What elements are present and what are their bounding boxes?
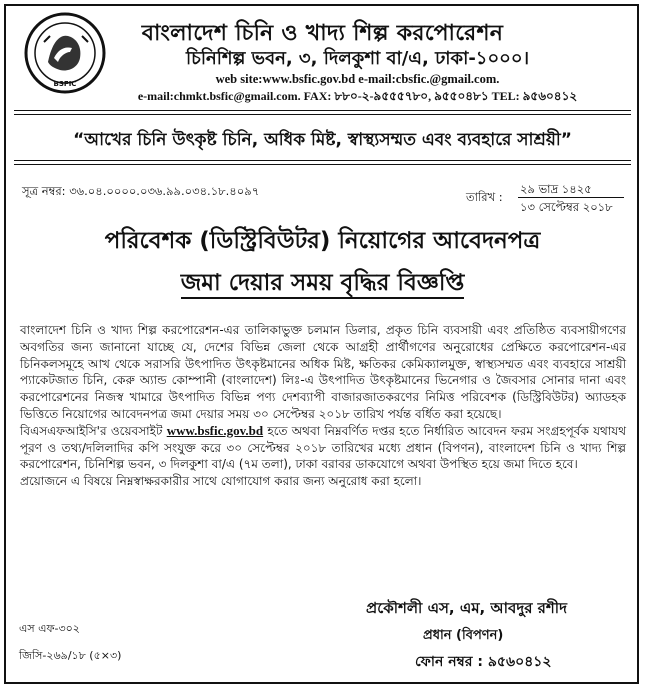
website-email-line: web site:www.bsfic.gov.bd e-mail:cbsfic.@gmail.com. xyxy=(215,72,500,86)
gd-code: জিসি-২৬৯/১৮ (৫×৩) xyxy=(19,649,122,662)
body-paragraph-2-pre: বিএসএফআইসি'র ওয়েবসাইট xyxy=(20,423,167,438)
date-label: তারিখ : xyxy=(466,190,503,204)
website-link[interactable]: www.bsfic.gov.bd xyxy=(166,422,264,438)
organization-title: বাংলাদেশ চিনি ও খাদ্য শিল্প করপোরেশন xyxy=(141,21,504,46)
form-code: এস এফ-৩০২ xyxy=(19,622,80,635)
notice-heading-line1: পরিবেশক (ডিস্ট্রিবিউটর) নিয়োগের আবেদনপত্র xyxy=(104,228,541,254)
body-paragraph-3: প্রয়োজনে এ বিষয়ে নিম্নস্বাক্ষরকারীর সাথে যোগাযোগ করার জন্য অনুরোধ করা হলো। xyxy=(20,474,422,489)
divider-top-1 xyxy=(14,110,631,111)
body-paragraph-1: বাংলাদেশ চিনি ও খাদ্য শিল্প করপোরেশন-এর তালিকাভুক্ত চলমান ডিলার, প্রকৃত চিনি ব্যবসায়ী এবং প্রতিষ্ঠিত ব্যবসায়ীগণের অবগতির জন্য জানানো যাচ্ছে যে, দেশের বিভিন্ন জেলা থেকে আগ্রহী প্রার্থীগণের অনুরোধের প্রেক্ষিতে করপোরেশন-এর চিনিকলসমূহে আখ থেকে সরাসরি উৎপাদিত উৎকৃষ্টমানের অধিক মিষ্ট, ক্ষতিকর কেমিক্যালমুক্ত, স্বাস্থ্যসম্মত এবং ব্যবহারে সাশ্রয়ী প্যাকেটজাত চিনি, কেরু অ্যান্ড কোম্পানী (বাংলাদেশ) লিঃ-এ উৎপাদিত উৎকৃষ্টমানের ভিনেগার ও জৈবসার সোনার দানা এবং করপোরেশনের নিজস্ব খামারে উৎপাদিত বিভিন্ন পণ্য দেশব্যাপী বাজারজাতকরণের নিমিত্ত পরিবেশক (ডিস্ট্রিবিউটর) অ্যাডহক ভিত্তিতে নিয়োগের আবেদনপত্র জমা দেয়ার সময় ৩০ সেপ্টেম্বর ২০১৮ তারিখ পর্যন্ত বর্ধিত করা হয়েছে। xyxy=(20,323,626,421)
notice-heading-line2-text: জমা দেয়ার সময় বৃদ্ধির বিজ্ঞপ্তি xyxy=(181,270,465,299)
logo-ring-text: BSFIC xyxy=(53,80,77,88)
divider-top-2 xyxy=(14,114,631,115)
body-paragraph-2-post: হতে অথবা নিম্নবর্ণিত দপ্তর হতে নির্ধারিত আবেদন ফরম সংগ্রহপূর্বক যথাযথ পূরণ ও তথ্য/দলিলাদির কপি সংযুক্ত করে ৩০ সেপ্টেম্বর ২০১৮ তারিখের মধ্যে প্রধান (বিপণন), বাংলাদেশ চিনি ও খাদ্য শিল্প করপোরেশন, চিনিশিল্প ভবন, ৩ দিলকুশা বা/এ (৭ম তলা), ঢাকা বরাবর ডাকযোগে অথবা উপস্থিত হয়ে জমা দিতে হবে। xyxy=(20,423,626,472)
reference-number: সূত্র নম্বর: ৩৬.০৪.০০০০.০৩৬.৯৯.০৩৪.১৮.৪০৯৭ xyxy=(22,184,260,198)
notice-body xyxy=(20,322,626,490)
divider-bottom-2 xyxy=(14,164,631,165)
divider-bottom-1 xyxy=(14,160,631,161)
slogan: “আখের চিনি উৎকৃষ্ট চিনি, অধিক মিষ্ট, স্বাস্থ্যসম্মত এবং ব্যবহারে সাশ্রয়ী” xyxy=(73,130,572,150)
contact-line: e-mail:chmkt.bsfic@gmail.com. FAX: ৮৮০-২-৯৫৫৫৭৮০, ৯৫৫০৪৮১ TEL: ৯৫৬০৪১২ xyxy=(137,89,578,103)
body-paragraph-2 xyxy=(20,423,626,473)
signatory-phone: ফোন নম্বর : ৯৫৬০৪১২ xyxy=(415,654,552,670)
organization-address: চিনিশিল্প ভবন, ৩, দিলকুশা বা/এ, ঢাকা-১০০০। xyxy=(185,48,530,69)
date-bangla: ২৯ ভাদ্র ১৪২৫ xyxy=(520,182,592,196)
notice-heading-line2 xyxy=(0,264,645,303)
date-divider xyxy=(518,197,624,198)
signatory-title: প্রধান (বিপণন) xyxy=(423,628,504,643)
signatory-name: প্রকৌশলী এস, এম, আবদুর রশীদ xyxy=(366,599,567,617)
date-english: ১৩ সেপ্টেম্বর ২০১৮ xyxy=(520,200,613,214)
